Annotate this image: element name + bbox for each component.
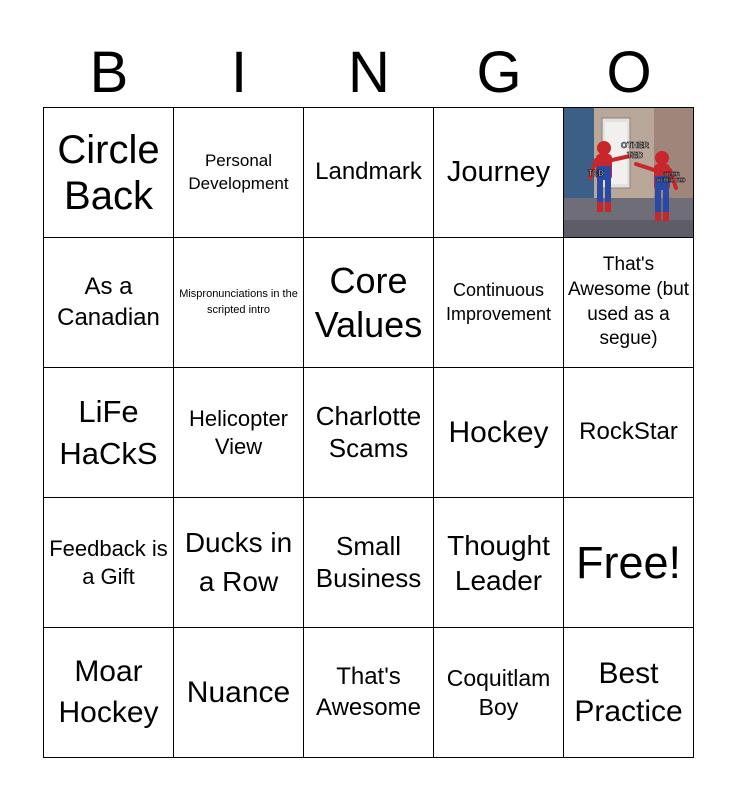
bingo-cell[interactable]: Feedback is a Gift [44, 498, 174, 628]
bingo-cell[interactable]: Small Business [304, 498, 434, 628]
bingo-cell[interactable]: Coquitlam Boy [434, 628, 564, 758]
bingo-cell[interactable]: Personal Development [174, 108, 304, 238]
meme-label-left: TED [588, 169, 604, 178]
bingo-cell[interactable]: That's Awesome [304, 628, 434, 758]
header-letter-i: I [230, 40, 248, 105]
bingo-cell[interactable]: That's Awesome (but used as a segue) [564, 238, 694, 368]
bingo-cell[interactable]: Hockey [434, 368, 564, 498]
bingo-cell[interactable]: Thought Leader [434, 498, 564, 628]
bingo-board [43, 107, 694, 758]
bingo-cell[interactable]: Helicopter View [174, 368, 304, 498]
meme-image-cell[interactable] [564, 108, 694, 238]
meme-label-center: OTHER TED [621, 141, 649, 160]
bingo-cell[interactable]: Best Practice [564, 628, 694, 758]
spiderman-pointing-meme-image [564, 108, 693, 237]
meme-label-right: OTHER OTHER TED [656, 172, 686, 184]
bingo-cell[interactable]: Nuance [174, 628, 304, 758]
bingo-cell[interactable]: Circle Back [44, 108, 174, 238]
header-letter-o: O [606, 40, 652, 105]
bingo-cell[interactable]: As a Canadian [44, 238, 174, 368]
bingo-cell[interactable]: RockStar [564, 368, 694, 498]
bingo-cell[interactable]: Core Values [304, 238, 434, 368]
bingo-cell[interactable]: Charlotte Scams [304, 368, 434, 498]
header-letter-b: B [89, 40, 129, 105]
bingo-cell[interactable]: Ducks in a Row [174, 498, 304, 628]
bingo-cell[interactable]: Landmark [304, 108, 434, 238]
bingo-cell[interactable]: Mispronunciations in the scripted intro [174, 238, 304, 368]
bingo-cell[interactable]: LiFe HaCkS [44, 368, 174, 498]
bingo-cell[interactable]: Journey [434, 108, 564, 238]
bingo-header [44, 38, 694, 108]
bingo-cell[interactable]: Continuous Improvement [434, 238, 564, 368]
header-letter-n: N [348, 40, 390, 105]
header-letter-g: G [476, 40, 522, 105]
bingo-cell-free[interactable]: Free! [564, 498, 694, 628]
bingo-cell[interactable]: Moar Hockey [44, 628, 174, 758]
